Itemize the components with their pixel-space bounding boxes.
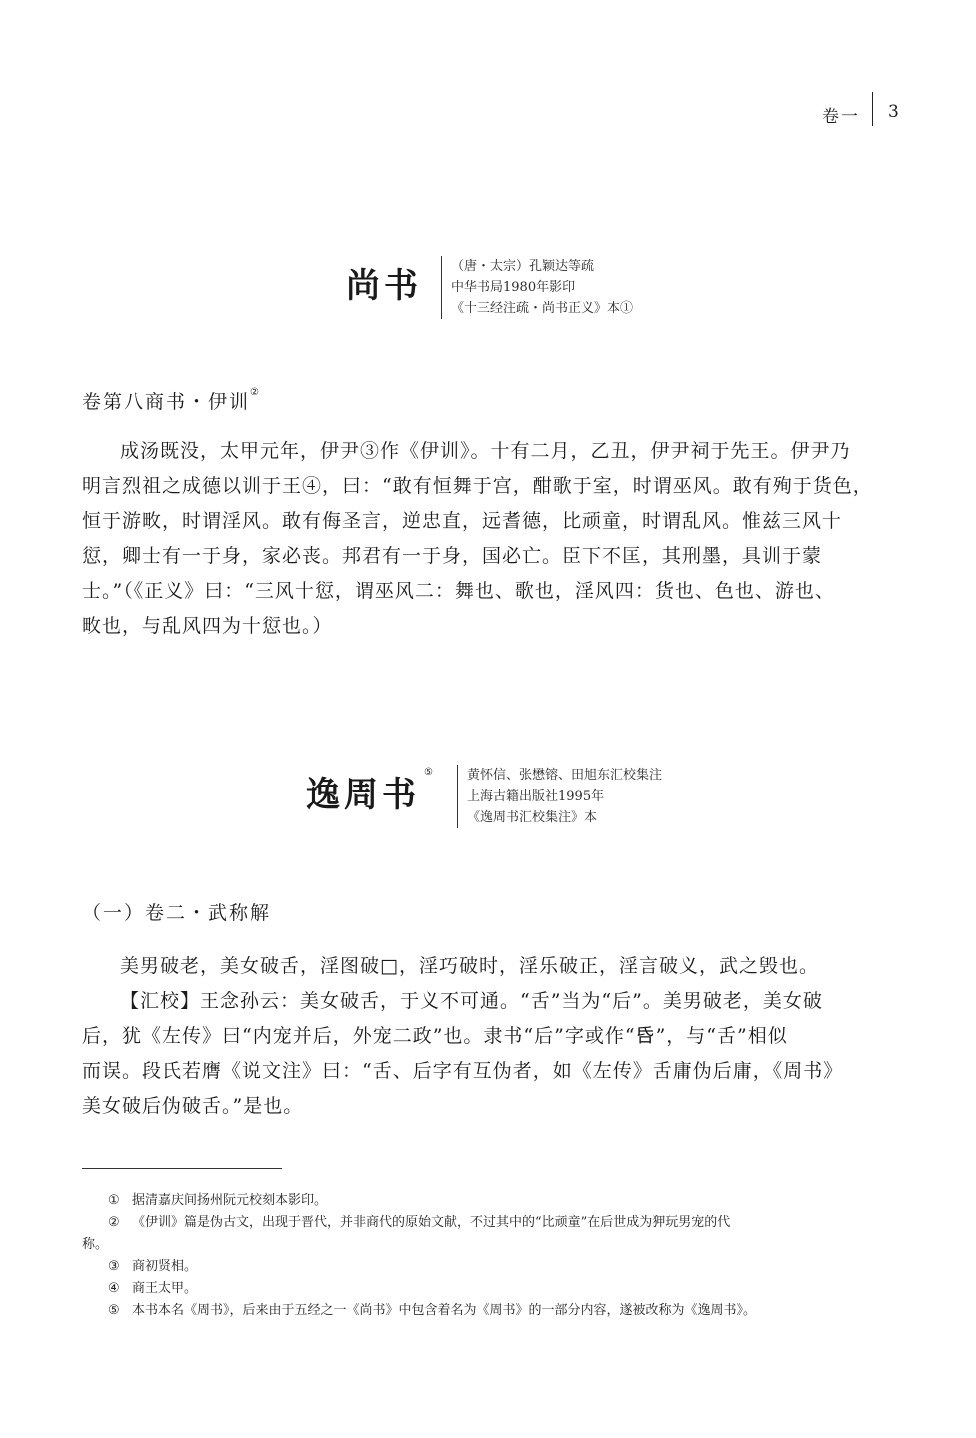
text-line: 美女破后伪破舌。”是也。 [82,1095,304,1117]
footnote-ref: ② [250,387,261,398]
book-source-shangshu [441,256,633,319]
text-line: 士。”（《正义》曰：“三风十愆，谓巫风二：舞也、歌也，淫风四：货也、色也、游也、 [82,580,835,602]
footnote-mark: ⑤ [108,1303,120,1318]
book-title-yizhoushu: 逸周书 [306,775,420,815]
source-line: 黄怀信、张懋镕、田旭东汇校集注 [467,768,663,783]
running-header-chapter: 卷一 [822,107,860,127]
footnote-item [82,1300,904,1322]
source-line: 《逸周书汇校集注》本 [467,810,598,825]
passage-wuchengjie [82,949,904,1124]
text-line: 美男破老，美女破舌，淫图破□，淫巧破时，淫乐破正，淫言破义，武之毁也。 [120,955,819,977]
footnote-ref: ⑤ [424,767,433,778]
footnote-continuation: 称。 [82,1237,109,1252]
book-title-shangshu: 尚书 [346,266,422,306]
footnote-text: 据清嘉庆间扬州阮元校刻本影印。 [132,1193,328,1208]
text-line: 明言烈祖之成德以训于王④，曰：“敢有恒舞于宫，酣歌于室，时谓巫风。敢有殉于货色， [82,475,873,497]
footnote-mark: ③ [108,1259,120,1274]
footnote-mark: ② [108,1215,120,1230]
book-source-yizhoushu [457,765,662,828]
source-line: 中华书局1980年影印 [451,280,576,295]
footnote-text: 本书本名《周书》，后来由于五经之一《尚书》中包含着名为《周书》的一部分内容，遂被改称为《逸周书》。 [132,1303,757,1318]
section-heading-text: 卷第八商书・伊训 [82,391,251,413]
footnote-mark: ① [108,1193,120,1208]
text-line: 恒于游畋，时谓淫风。敢有侮圣言，逆忠直，远耆德，比顽童，时谓乱风。惟兹三风十 [82,510,843,532]
page-number: 3 [888,102,899,122]
footnote-item [82,1212,904,1234]
text-line: 愆，卿士有一于身，家必丧。邦君有一于身，国必亡。臣下不匡，其刑墨，具训于蒙 [82,545,823,567]
footnotes [82,1190,904,1322]
footnote-text: 商王太甲。 [132,1281,198,1296]
source-line: 上海古籍出版社1995年 [467,789,605,804]
section-heading-yixun [82,387,261,414]
text-line: 成汤既没，太甲元年，伊尹③作《伊训》。十有二月，乙丑，伊尹祠于先王。伊尹乃 [120,440,851,462]
text-line: 畋也，与乱风四为十愆也。） [82,615,333,637]
header-divider [872,92,873,126]
footnote-rule [82,1168,282,1169]
footnote-text: 《伊训》篇是伪古文，出现于晋代，并非商代的原始文献，不过其中的“比顽童”在后世成为狎玩男宠的代 [132,1215,731,1230]
source-line: 《十三经注疏・尚书正义》本① [451,301,634,316]
footnote-item [82,1256,904,1278]
text-line: 【汇校】王念孙云：美女破舌，于义不可通。“舌”当为“后”。美男破老，美女破 [120,990,823,1012]
passage-yixun [82,434,904,644]
book-title-yizhoushu-wrap [306,767,433,816]
section-heading-wuchengjie: （一）卷二・武称解 [82,902,272,924]
footnote-item [82,1278,904,1300]
text-line: 后，犹《左传》曰“内宠并后，外宠二政”也。隶书“后”字或作“𠯑”，与“舌”相似 [82,1025,788,1047]
text-line: 而误。段氏若膺《说文注》曰：“舌、后字有互伪者，如《左传》舌庸伪后庸，《周书》 [82,1060,844,1082]
footnote-mark: ④ [108,1281,120,1296]
footnote-text: 商初贤相。 [132,1259,198,1274]
source-line: （唐・太宗）孔颖达等疏 [451,259,595,274]
footnote-item [82,1190,904,1212]
